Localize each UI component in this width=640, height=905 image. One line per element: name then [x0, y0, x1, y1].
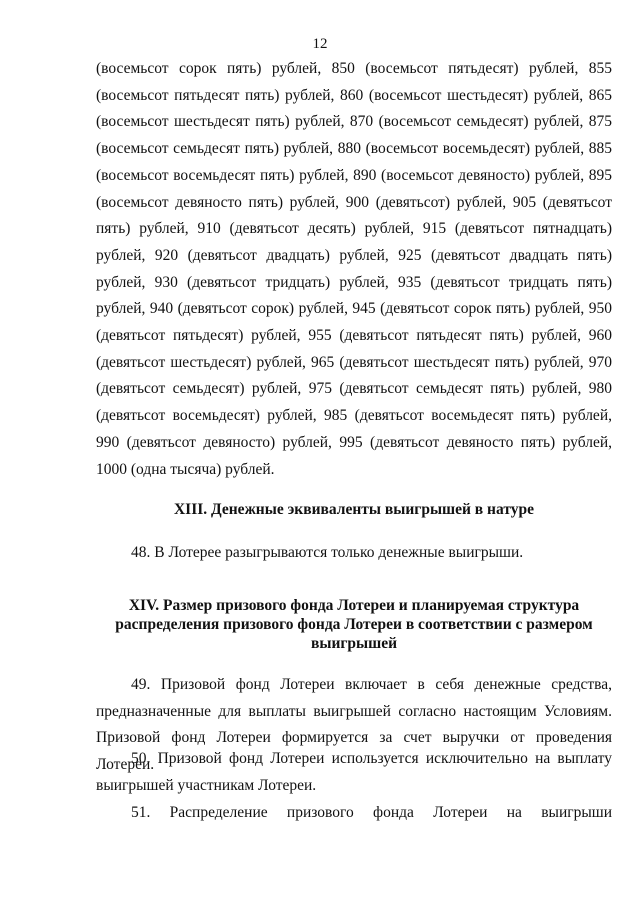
page-number: 12: [312, 36, 328, 52]
section-13-heading: XIII. Денежные эквиваленты выигрышей в натуре: [173, 501, 534, 518]
section-14-heading: XIV. Размер призового фонда Лотереи и планируемая структура распределения призового фонда Лотереи в соответствии с размером выигрышей: [115, 597, 593, 652]
paragraph-51: 51. Распределение призового фонда Лотереи на выигрыши: [131, 804, 612, 821]
paragraph-50: 50. Призовой фонд Лотереи используется исключительно на выплату выигрышей участникам Лотереи.: [96, 750, 612, 794]
prize-amounts-continuation: (восемьсот сорок пять) рублей, 850 (восемьсот пятьдесят) рублей, 855 (восемьсот пятьдесят пять) рублей, 860 (восемьсот шестьдесят) рублей, 865 (восемьсот шестьдесят пять) рублей, 870 (восемьсот семьдесят) рублей, 875 (восемьсот семьдесят пять) рублей, 880 (восемьсот восемьдесят) рублей, 885 (восемьсот восемьдесят пять) рублей, 890 (восемьсот девяносто) рублей, 895 (восемьсот девяносто пять) рублей, 900 (девятьсот) рублей, 905 (девятьсот пять) рублей, 910 (девятьсот десять) рублей, 915 (девятьсот пятнадцать) рублей, 920 (девятьсот двадцать) рублей, 925 (девятьсот двадцать пять) рублей, 930 (девятьсот тридцать) рублей, 935 (девятьсот тридцать пять) рублей, 940 (девятьсот сорок) рублей, 945 (девятьсот сорок пять) рублей, 950 (девятьсот пятьдесят) рублей, 955 (девятьсот пятьдесят пять) рублей, 960 (девятьсот шестьдесят) рублей, 965 (девятьсот шестьдесят пять) рублей, 970 (девятьсот семьдесят) рублей, 975 (девятьсот семьдесят пять) рублей, 980 (девятьсот восемьдесят) рублей, 985 (девятьсот восемьдесят пять) рублей, 990 (девятьсот девяносто) рублей, 995 (девятьсот девяносто пять) рублей, 1000 (одна тысяча) рублей.: [96, 60, 612, 478]
paragraph-48: 48. В Лотерее разыгрываются только денежные выигрыши.: [131, 544, 524, 561]
paragraph-49: 49. Призовой фонд Лотереи включает в себя денежные средства, предназначенные для выплаты выигрышей согласно настоящим Условиям. Призовой фонд Лотереи формируется за счет выручки от проведения Лотереи.: [96, 676, 612, 774]
